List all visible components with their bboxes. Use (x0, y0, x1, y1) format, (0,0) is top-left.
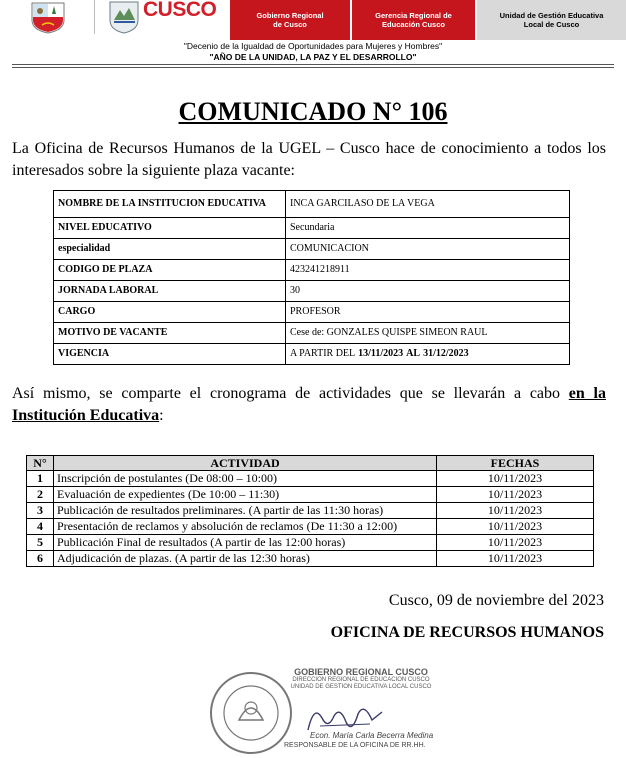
vacancy-key: NOMBRE DE LA INSTITUCION EDUCATIVA (54, 191, 286, 218)
col-header-dates: FECHAS (437, 456, 594, 471)
header-rule (12, 64, 614, 65)
activity-date: 10/11/2023 (437, 487, 594, 503)
activities-table (26, 455, 594, 567)
table-row (54, 281, 570, 302)
year-slogan: "AÑO DE LA UNIDAD, LA PAZ Y EL DESARROLLO" (209, 52, 417, 62)
vacancy-value: PROFESOR (286, 302, 570, 323)
header-gobierno-regional (230, 0, 350, 40)
table-row (54, 260, 570, 281)
cronograma-paragraph (12, 383, 606, 427)
activity-date: 10/11/2023 (437, 535, 594, 551)
activity-number: 1 (27, 471, 54, 487)
cronograma-text: Así mismo, se comparte el cronograma de actividades que se llevarán a cabo (12, 385, 569, 402)
table-row (54, 191, 570, 218)
header-ugel-line2: Local de Cusco (523, 20, 580, 29)
cusco-logo-text: CUSCO (143, 0, 217, 21)
activity-number: 5 (27, 535, 54, 551)
activity-name: Presentación de reclamos y absolución de reclamos (De 11:30 a 12:00) (54, 519, 437, 535)
vacancy-value: 423241218911 (286, 260, 570, 281)
table-row (54, 239, 570, 260)
activity-date: 10/11/2023 (437, 503, 594, 519)
vacancy-key: especialidad (54, 239, 286, 260)
letterhead (0, 0, 626, 40)
cusco-shield-icon (108, 0, 140, 34)
vigencia-to: 31/12/2023 (423, 348, 469, 359)
header-gobierno-line1: Gobierno Regional (256, 11, 324, 20)
vacancy-table (53, 190, 570, 365)
header-gerencia-line1: Gerencia Regional de (375, 11, 452, 20)
vacancy-key: CARGO (54, 302, 286, 323)
activity-number: 2 (27, 487, 54, 503)
peru-coat-of-arms-logo (28, 0, 68, 34)
vigencia-from: 13/11/2023 (358, 348, 404, 359)
header-rule-2 (12, 67, 614, 68)
vacancy-key: VIGENCIA (54, 344, 286, 365)
stamp-line1: GOBIERNO REGIONAL CUSCO (294, 667, 428, 677)
activity-date: 10/11/2023 (437, 519, 594, 535)
stamp-line3: UNIDAD DE GESTION EDUCATIVA LOCAL CUSCO (290, 684, 432, 690)
vacancy-key: NIVEL EDUCATIVO (54, 218, 286, 239)
activity-name: Adjudicación de plazas. (A partir de las 12:30 horas) (54, 551, 437, 567)
activity-date: 10/11/2023 (437, 471, 594, 487)
activity-name: Publicación de resultados preliminares. (A partir de las 11:30 horas) (54, 503, 437, 519)
activity-name: Evaluación de expedientes (De 10:00 – 11:30) (54, 487, 437, 503)
header-ugel-line1: Unidad de Gestión Educativa (499, 11, 604, 20)
vacancy-value: 30 (286, 281, 570, 302)
table-row (27, 487, 594, 503)
intro-paragraph: La Oficina de Recursos Humanos de la UGEL – Cusco hace de conocimiento a todos los interesados sobre la siguiente plaza vacante: (12, 140, 606, 179)
table-row (27, 503, 594, 519)
col-header-activity: ACTIVIDAD (54, 456, 437, 471)
vacancy-value: Secundaria (286, 218, 570, 239)
vigencia-connector: AL (406, 348, 421, 359)
vigencia-prefix: A PARTIR DEL (290, 348, 356, 359)
issuing-office: OFICINA DE RECURSOS HUMANOS (330, 624, 604, 641)
vacancy-key: CODIGO DE PLAZA (54, 260, 286, 281)
activity-name: Publicación Final de resultados (A partir de las 12:00 horas) (54, 535, 437, 551)
table-row (27, 551, 594, 567)
activity-number: 6 (27, 551, 54, 567)
table-row (27, 519, 594, 535)
activity-date: 10/11/2023 (437, 551, 594, 567)
table-row (27, 535, 594, 551)
stamp-line2: DIRECCION REGIONAL DE EDUCACION CUSCO (292, 677, 430, 683)
table-row (54, 302, 570, 323)
header-divider (94, 0, 95, 34)
vacancy-key: MOTIVO DE VACANTE (54, 323, 286, 344)
activity-number: 4 (27, 519, 54, 535)
header-gerencia-regional (352, 0, 475, 40)
table-row (54, 344, 570, 365)
activity-name: Inscripción de postulantes (De 08:00 – 10:00) (54, 471, 437, 487)
institutional-stamp (286, 668, 436, 691)
cronograma-colon: : (159, 407, 164, 424)
cronograma-emphasis: en la Institución Educativa (12, 385, 607, 424)
header-gobierno-line2: de Cusco (273, 20, 307, 29)
col-header-number: N° (27, 456, 54, 471)
vacancy-key: JORNADA LABORAL (54, 281, 286, 302)
page-title: COMUNICADO N° 106 (178, 97, 448, 126)
vacancy-value: COMUNICACION (286, 239, 570, 260)
vacancy-value: INCA GARCILASO DE LA VEGA (286, 191, 570, 218)
place-and-date: Cusco, 09 de noviembre del 2023 (388, 592, 604, 609)
table-header-row (27, 456, 594, 471)
table-row (27, 471, 594, 487)
header-ugel (477, 0, 626, 40)
decenio-slogan: "Decenio de la Igualdad de Oportunidades para Mujeres y Hombres" (183, 41, 443, 51)
vacancy-value: Cese de: GONZALES QUISPE SIMEON RAUL (286, 323, 570, 344)
vigencia-value (286, 344, 570, 365)
signatory-name: Econ. María Carla Becerra Medina (310, 731, 434, 740)
activity-number: 3 (27, 503, 54, 519)
signatory-role: RESPONSABLE DE LA OFICINA DE RR.HH. (284, 742, 426, 749)
round-seal-stamp (206, 668, 296, 758)
cusco-logo (108, 0, 228, 34)
header-gerencia-line2: Educación Cusco (382, 20, 445, 29)
table-row (54, 218, 570, 239)
table-row (54, 323, 570, 344)
